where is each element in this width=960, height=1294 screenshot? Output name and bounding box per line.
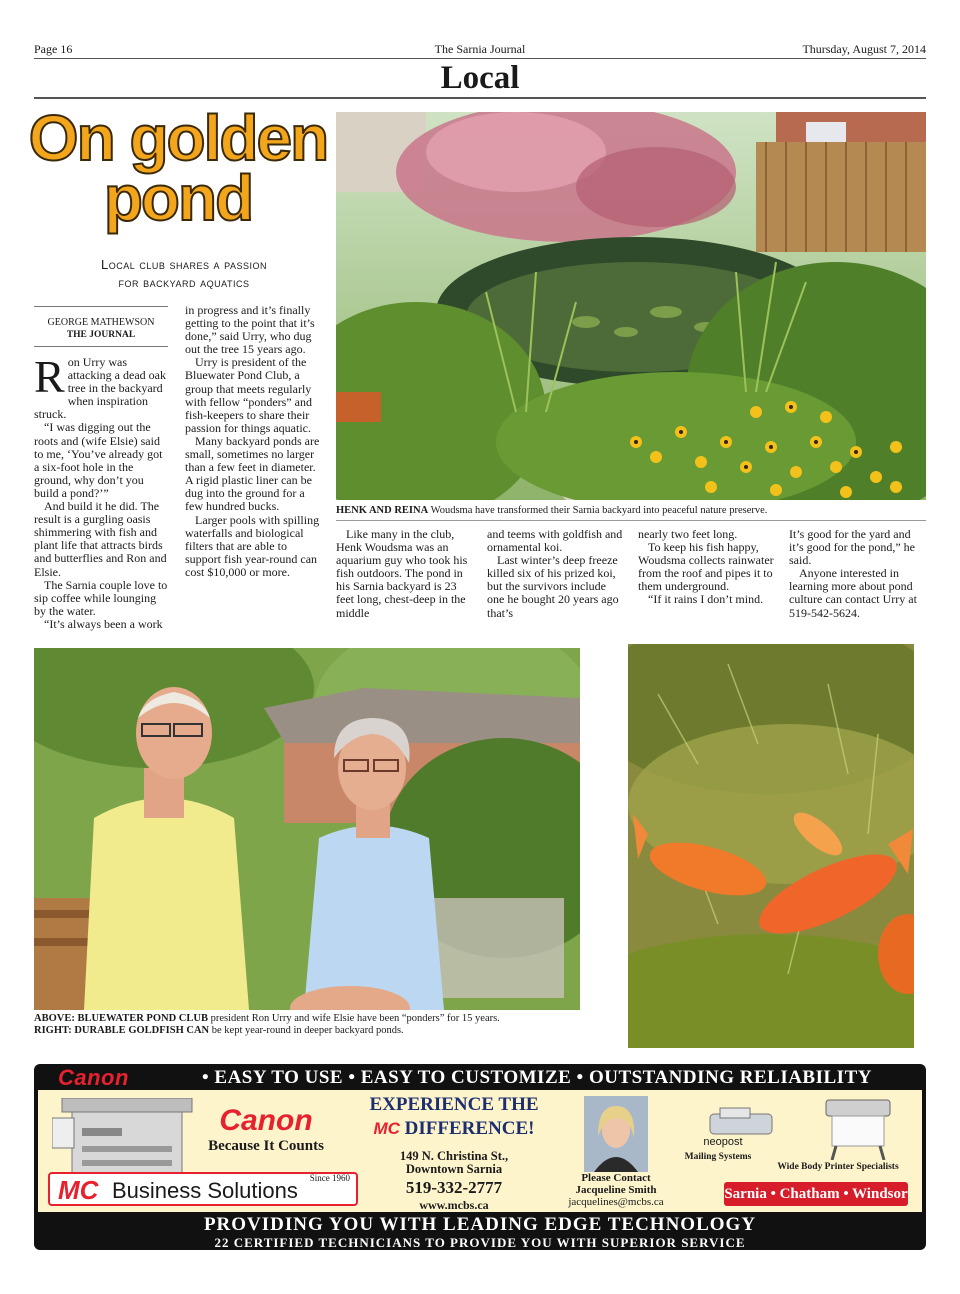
deck-line-2: for backyard aquatics (118, 275, 250, 290)
contact-name: Jacqueline Smith (575, 1184, 657, 1196)
mc-logo-small: MC (373, 1119, 400, 1138)
section-title: Local (440, 60, 520, 96)
caption-lead: ABOVE: BLUEWATER POND CLUB (34, 1013, 208, 1024)
paragraph: Many backyard ponds are small, sometimes no larger than a few feet in diameter. A rigid plastic liner can be dug into the ground for a few hundred bucks. (185, 433, 320, 514)
masthead (34, 42, 926, 56)
mc-business-logo (48, 1172, 358, 1206)
experience-line-1: EXPERIENCE THE (369, 1094, 539, 1115)
deck (34, 256, 334, 292)
contact-email[interactable]: jacquelines@mcbs.ca (568, 1196, 664, 1208)
mailing-machine-icon (706, 1104, 776, 1138)
wide-body-label: Wide Body Printer Specialists (777, 1162, 899, 1172)
byline-name: GEORGE MATHEWSON (47, 317, 155, 328)
mc-logo-mark: MC (58, 1175, 99, 1205)
paragraph: on Urry was attacking a dead oak tree in the backyard when inspiration struck. (34, 355, 166, 422)
caption-line-2 (34, 1025, 594, 1037)
paragraph: “If it rains I don’t mind. (648, 592, 764, 607)
address-line-2: Downtown Sarnia (405, 1162, 503, 1176)
canon-logo: Canon (219, 1104, 313, 1137)
couple-photo-caption (34, 1013, 594, 1037)
paragraph: Last winter’s deep freeze killed six of his prized koi, but the survivors include one he bought 20 years ago that’s (487, 553, 619, 620)
since-label: Since 1960 (309, 1173, 350, 1183)
garden-pond-image (336, 112, 926, 500)
address-line-1: 149 N. Christina St., (399, 1149, 509, 1163)
contact-block (558, 1172, 674, 1208)
ad-slogan: • EASY TO USE • EASY TO CUSTOMIZE • OUTSTANDING RELIABILITY (202, 1067, 872, 1088)
issue-date: Thursday, August 7, 2014 (802, 42, 926, 56)
masthead-rule (34, 58, 926, 59)
paragraph: and teems with goldfish and ornamental koi. (487, 527, 623, 555)
paragraph: It’s good for the yard and it’s good for the pond,” he said. (789, 527, 915, 568)
garden-pond-photo (336, 112, 926, 500)
paragraph: Anyone interested in learning more about pond culture can contact Urry at 519-542-5624. (789, 566, 917, 620)
deck-line-1: Local club shares a passion (100, 257, 268, 272)
article-column-1 (34, 351, 170, 631)
page-number: Page 16 (34, 42, 73, 56)
headline (28, 102, 328, 234)
byline-publication: THE JOURNAL (66, 330, 136, 340)
caption-lead: RIGHT: DURABLE GOLDFISH CAN (34, 1025, 210, 1036)
paragraph: The Sarnia couple love to sip coffee while lounging by the water. (34, 577, 168, 618)
paragraph: And build it he did. The result is a gurgling oasis shimmering with fish and plant life that attracts birds and butterflies and Ron and Elsie. (34, 499, 167, 579)
business-name: Business Solutions (112, 1178, 298, 1203)
garden-photo-caption (336, 505, 926, 517)
article-column-6 (789, 528, 927, 620)
drop-cap: R (34, 351, 65, 402)
paragraph: in progress and it’s finally getting to the point that it’s done,” said Urry, who dug out the tree 15 years ago. (185, 303, 315, 357)
phone-number: 519-332-2777 (405, 1178, 503, 1197)
locations-badge: Sarnia • Chatham • Windsor (724, 1182, 908, 1206)
mailing-systems-label: Mailing Systems (684, 1152, 752, 1162)
paper-name: The Sarnia Journal (434, 42, 526, 56)
article-column-2 (185, 304, 321, 579)
headline-line-1: On golden (28, 102, 328, 174)
ad-panel (38, 1090, 922, 1212)
couple-image (34, 648, 580, 1010)
neopost-logo: neopost (703, 1136, 743, 1148)
ad-bottom-line-1: PROVIDING YOU WITH LEADING EDGE TECHNOLOGY (203, 1214, 757, 1235)
caption-text: president Ron Urry and wife Elsie have been “ponders” for 15 years. (207, 1013, 500, 1024)
experience-line-2: DIFFERENCE! (404, 1118, 535, 1139)
caption-text: be kept year-round in deeper backyard ponds. (209, 1025, 404, 1036)
article-column-4 (487, 528, 625, 620)
article-column-3 (336, 528, 474, 620)
byline-rule (34, 306, 168, 307)
section-rule (34, 97, 926, 99)
caption-lead: HENK AND REINA (336, 505, 429, 516)
canon-tagline: Because It Counts (208, 1138, 324, 1154)
paragraph: Larger pools with spilling waterfalls and biological filters that are able to support fish year-round can cost $10,000 or more. (185, 512, 320, 579)
caption-rule (336, 520, 926, 521)
paragraph: nearly two feet long. (638, 527, 738, 541)
experience-line-2-wrap (358, 1118, 550, 1140)
couple-photo (34, 648, 580, 1010)
wide-printer-icon (818, 1092, 898, 1160)
byline (34, 316, 168, 342)
caption-text: Woudsma have transformed their Sarnia backyard into peaceful nature preserve. (428, 505, 768, 516)
goldfish-image (628, 644, 914, 1048)
goldfish-photo (628, 644, 914, 1048)
ad-top-banner (34, 1066, 926, 1088)
paragraph: To keep his fish happy, Woudsma collects rainwater from the roof and pipes it to them underground. (638, 540, 774, 594)
contact-portrait (584, 1096, 648, 1172)
website-link[interactable]: www.mcbs.ca (419, 1198, 489, 1212)
paragraph: “It’s always been a work (44, 616, 163, 631)
address (358, 1150, 550, 1176)
paragraph: Like many in the club, Henk Woudsma was an aquarium guy who took his fish outdoors. The pond in his Sarnia backyard is 23 feet long, chest-deep in the middle (336, 527, 468, 620)
paragraph: Urry is president of the Bluewater Pond Club, a group that meets regularly with fellow “ponders” and fish-keepers to share their passion for things aquatic. (185, 355, 312, 435)
article-column-5 (638, 528, 776, 607)
ad-bottom-line-2: 22 CERTIFIED TECHNICIANS TO PROVIDE YOU WITH SUPERIOR SERVICE (214, 1235, 746, 1250)
canon-logo-top: Canon (58, 1065, 129, 1090)
headline-line-2: pond (103, 162, 253, 234)
caption-line-1 (34, 1013, 594, 1025)
paragraph: “I was digging out the roots and (wife Elsie) said to me, ‘You’ve already got a six-foot hole in the ground, why don’t you build a pond?’” (34, 420, 163, 500)
contact-label: Please Contact (581, 1172, 651, 1184)
byline-rule-bottom (34, 346, 168, 347)
